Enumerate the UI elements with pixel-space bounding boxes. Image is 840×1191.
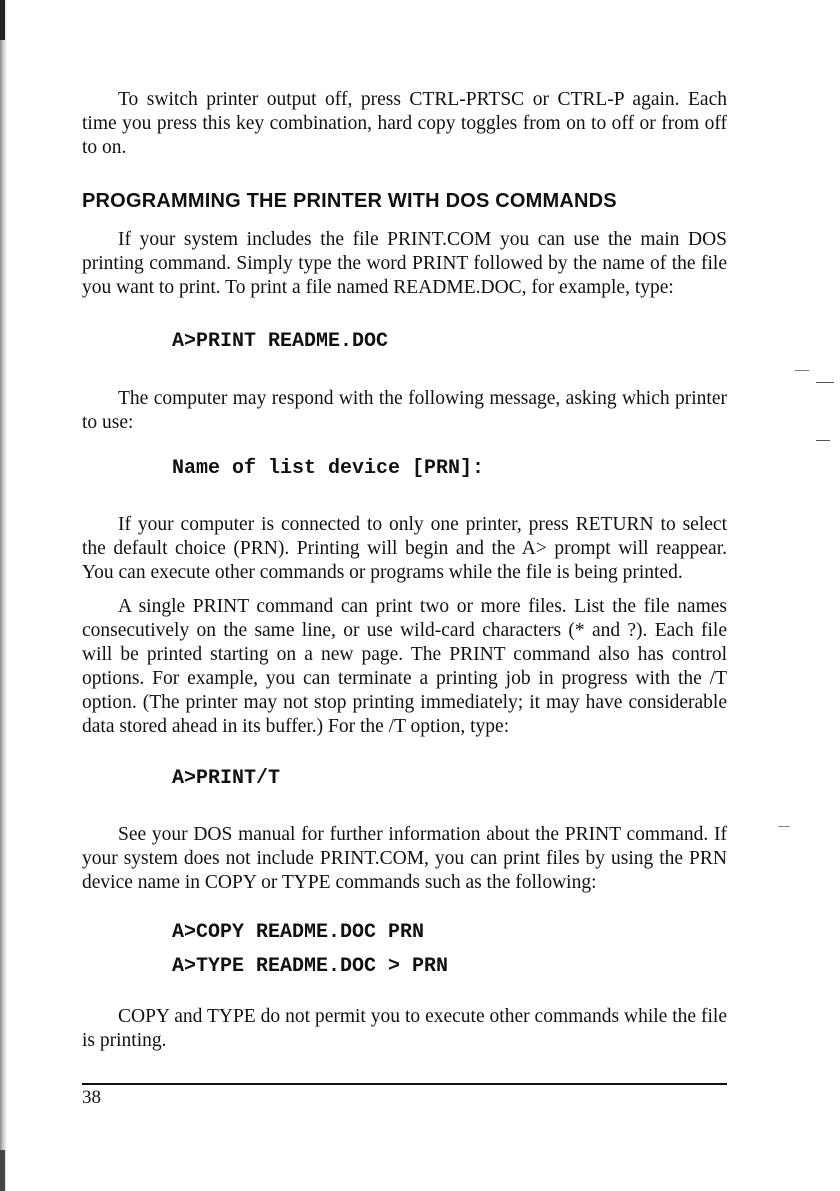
margin-artifact: [816, 382, 834, 383]
section-heading: PROGRAMMING THE PRINTER WITH DOS COMMANDS: [82, 190, 617, 212]
command-print-terminate: A>PRINT/T: [172, 767, 281, 790]
paragraph-printer-question: The computer may respond with the following message, asking which printer to use:: [82, 388, 727, 433]
paragraph-toggle-output: To switch printer output off, press CTRL-PRTSC or CTRL-P again. Each time you press this key combination, hard copy toggles from on to off or from off to on.: [82, 89, 727, 158]
scan-edge-top-mark: [0, 0, 5, 40]
command-list-device-prompt: Name of list device [PRN]:: [172, 457, 485, 480]
paragraph-multiple-files: A single PRINT command can print two or more files. List the file names consecutively on the same line, or use wild-card characters (* and ?). Each file will be printed starting on a new page. The PRINT command also has control options. For example, you can terminate a printing job in progress with the /T option. (The printer may not stop printing immediately; it may have considerable data stored ahead in its buffer.) For the /T option, type:: [82, 596, 727, 737]
paragraph-dos-manual: See your DOS manual for further information about the PRINT command. If your system does not include PRINT.COM, you can print files by using the PRN device name in COPY or TYPE commands such as the following:: [82, 824, 727, 893]
footer-rule: [82, 1083, 727, 1085]
scan-edge-shadow: [0, 0, 7, 1191]
margin-artifact: [816, 440, 830, 441]
margin-artifact: [778, 826, 790, 827]
page-number: 38: [82, 1087, 101, 1108]
margin-artifact: [795, 370, 809, 371]
command-copy-readme: A>COPY README.DOC PRN: [172, 921, 425, 944]
paragraph-default-printer: If your computer is connected to only one printer, press RETURN to select the default choice (PRN). Printing will begin and the A> prompt will reappear. You can execute other commands or programs while the file is being printed.: [82, 514, 727, 583]
command-print-readme: A>PRINT README.DOC: [172, 330, 389, 353]
command-type-readme: A>TYPE README.DOC > PRN: [172, 955, 449, 978]
document-page: [82, 88, 727, 1053]
paragraph-copy-type-note: COPY and TYPE do not permit you to execute other commands while the file is printing.: [82, 1006, 727, 1051]
paragraph-print-command-intro: If your system includes the file PRINT.COM you can use the main DOS printing command. Simply type the word PRINT followed by the name of the file you want to print. To print a file named README.DOC, for example, type:: [82, 229, 727, 298]
scan-edge-bottom-mark: [0, 1150, 5, 1191]
